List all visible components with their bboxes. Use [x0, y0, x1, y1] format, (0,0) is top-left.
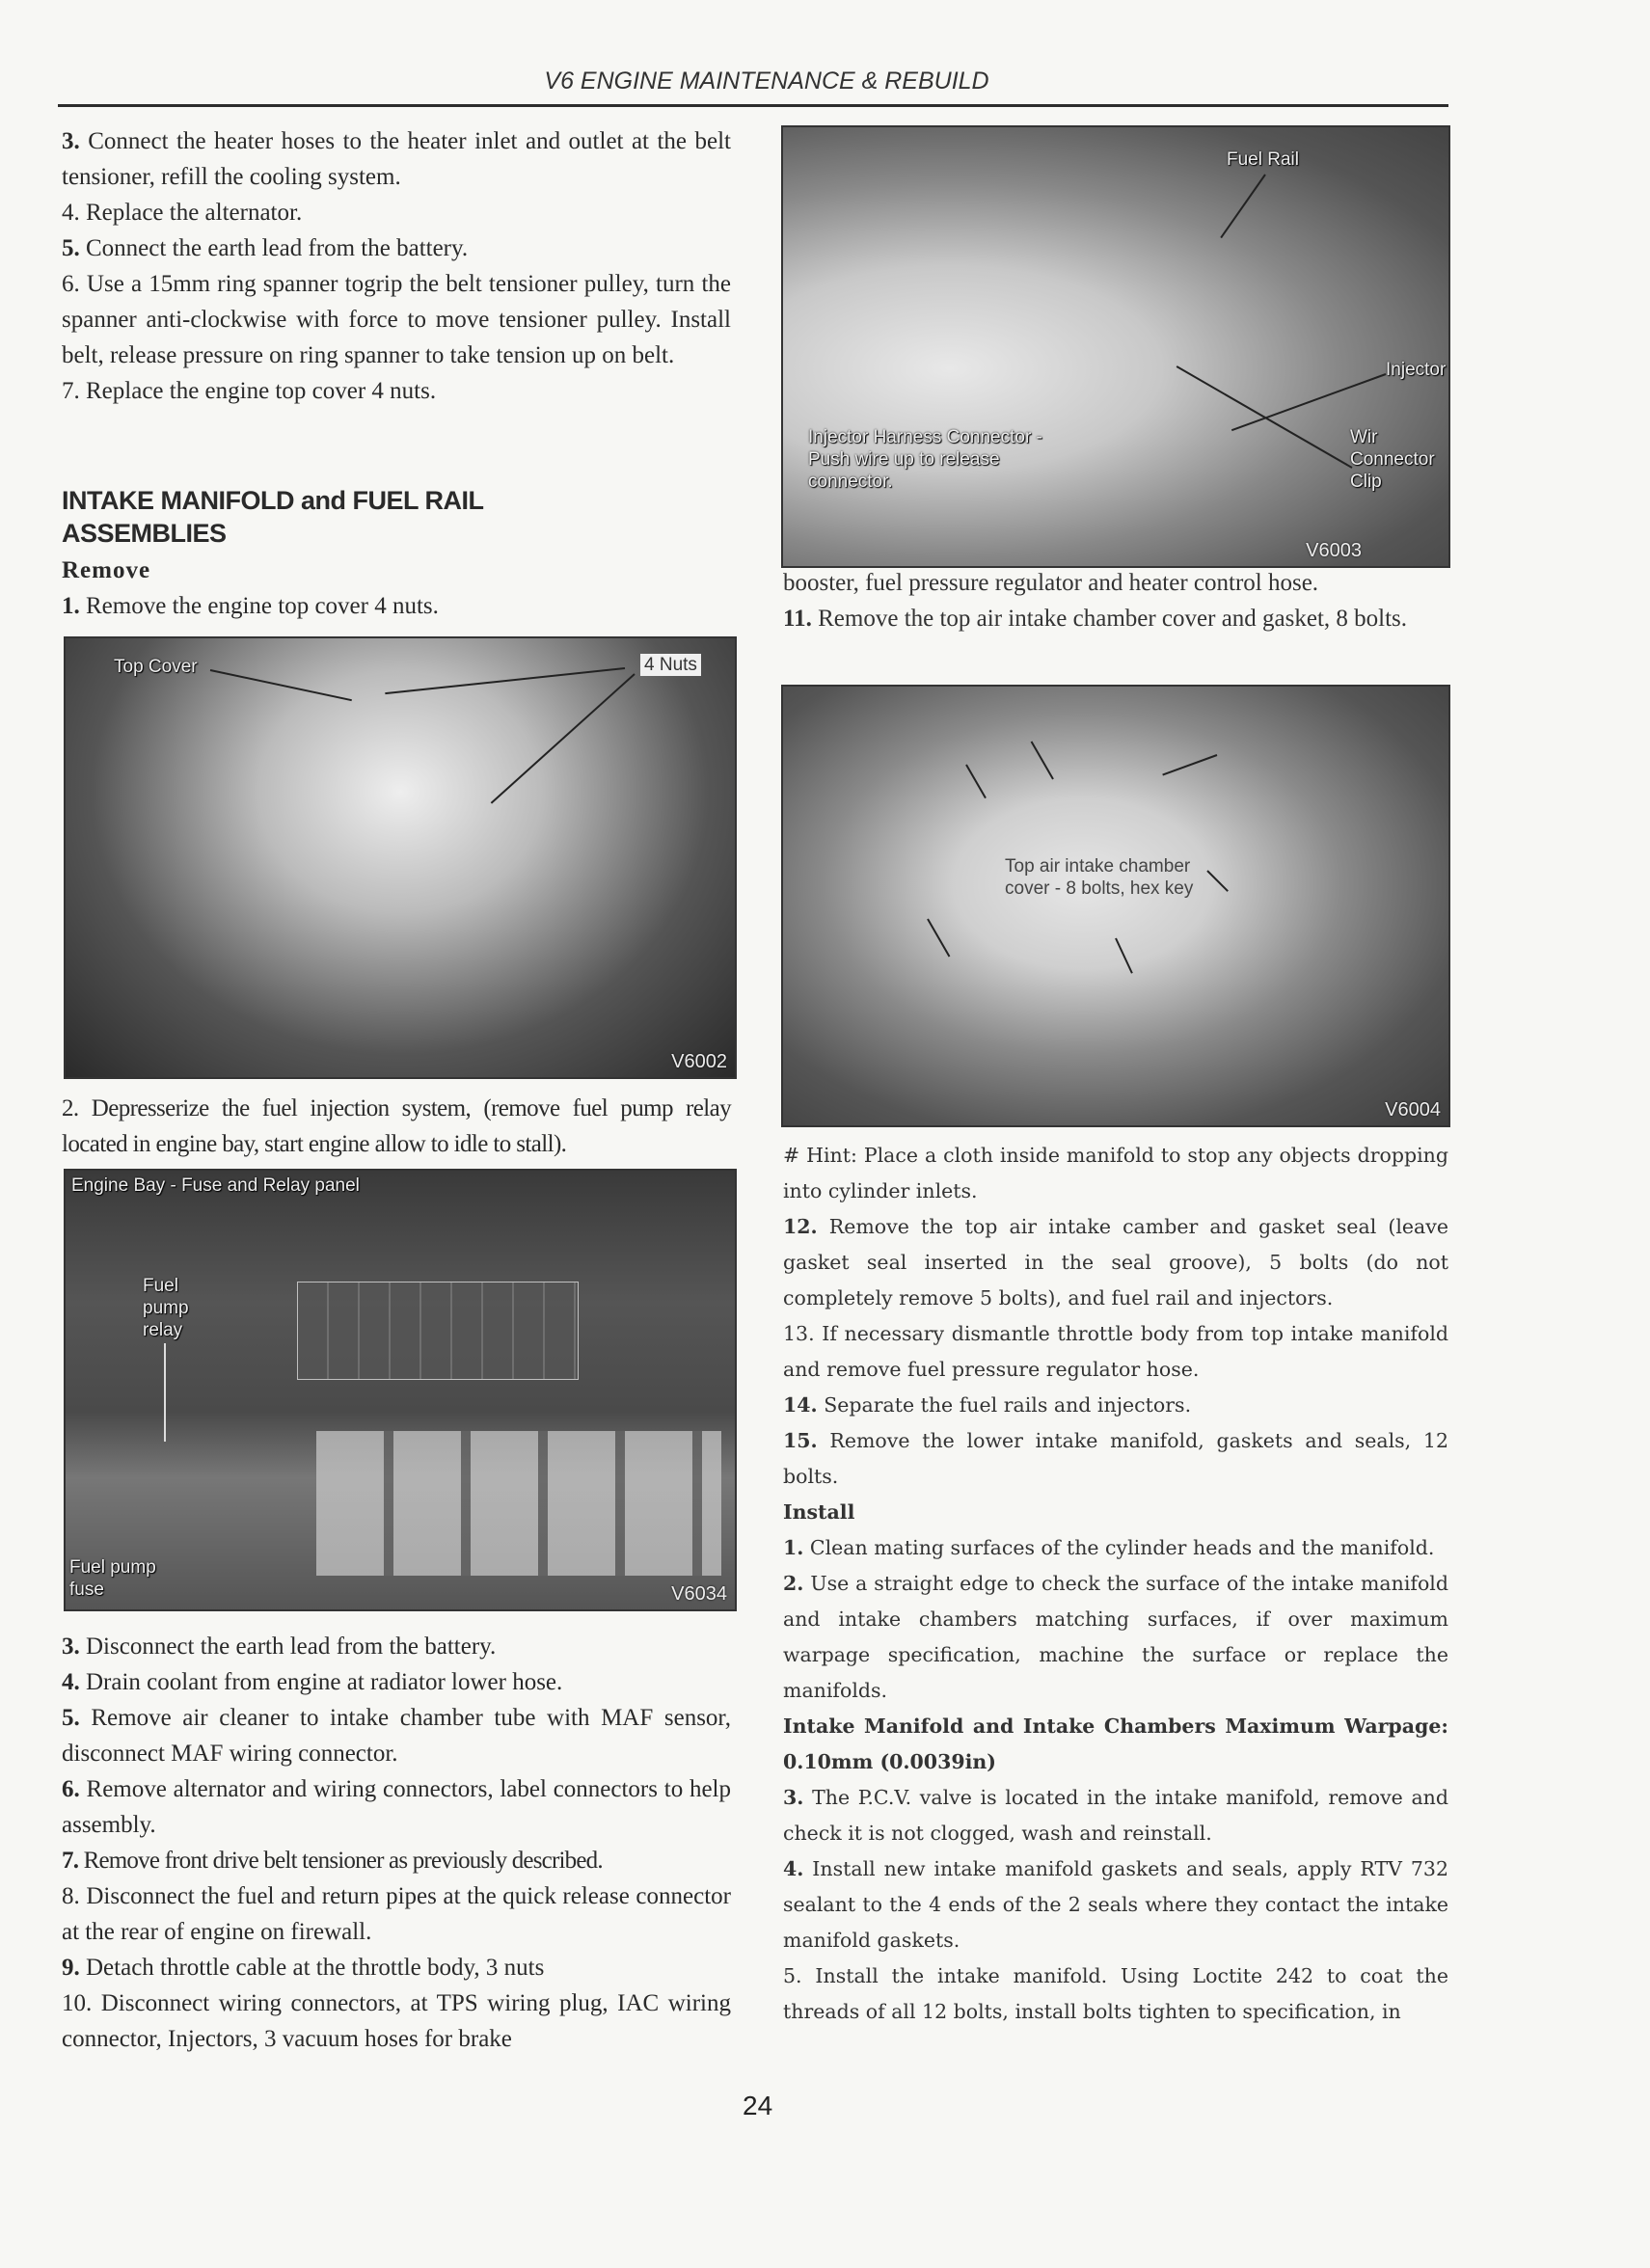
- step: [783, 1851, 1448, 1958]
- label-top-cover: Top Cover: [114, 657, 198, 677]
- step-text: Disconnect the earth lead from the battery.: [79, 1634, 497, 1660]
- step-number: 3.: [62, 128, 80, 154]
- label-injector: Injector: [1386, 360, 1447, 380]
- step-text: # Hint: Place a cloth inside manifold to stop any objects dropping into cylinder inlets.: [783, 1144, 1448, 1202]
- photo-top-cover: [64, 636, 737, 1079]
- step-text: Disconnect wiring connectors, at TPS wiring plug, IAC wiring connector, Injectors, 3 vacuum hoses for brake: [62, 1990, 731, 2052]
- arrow-icon: [927, 919, 950, 958]
- step-number: 3.: [783, 1786, 804, 1809]
- step-text: Connect the heater hoses to the heater inlet and outlet at the belt tensioner, refill the cooling system.: [62, 128, 731, 190]
- step-number: 4.: [783, 1857, 804, 1880]
- step-number: 7.: [62, 378, 80, 404]
- step: [62, 1629, 731, 1664]
- step-number: 6.: [62, 1776, 80, 1802]
- arrow-icon: [491, 673, 636, 803]
- section-block: [62, 484, 731, 624]
- remove-subheading: Remove: [62, 557, 151, 583]
- warpage-spec: Intake Manifold and Intake Chambers Maximum Warpage: 0.10mm (0.0039in): [783, 1714, 1448, 1773]
- step-text: Install new intake manifold gaskets and seals, apply RTV 732 sealant to the 4 ends of the 2 seals where they contact the intake manifold gaskets.: [783, 1857, 1448, 1952]
- label-4-nuts: 4 Nuts: [640, 654, 701, 676]
- relay-block: [316, 1431, 721, 1576]
- step-text: Remove the top air intake chamber cover and gasket, 8 bolts.: [811, 606, 1408, 632]
- step-text: Depresserize the fuel injection system, (remove fuel pump relay located in engine bay, start engine allow to idle to stall).: [62, 1095, 731, 1157]
- label-harness-connector: Injector Harness Connector - Push wire up to release connector.: [808, 427, 1042, 492]
- page-number: 24: [743, 2091, 773, 2120]
- header-rule: [58, 104, 1448, 107]
- step: [783, 1316, 1448, 1388]
- arrow-icon: [210, 669, 352, 701]
- arrow-icon: [1231, 373, 1386, 431]
- step-number: 8.: [62, 1883, 80, 1909]
- step-number: 1.: [62, 593, 80, 619]
- step-number: 5.: [62, 1705, 80, 1731]
- step-number: 2.: [783, 1572, 804, 1595]
- arrow-icon: [965, 765, 987, 799]
- step: [62, 230, 731, 266]
- step-number: 15.: [783, 1429, 818, 1452]
- left-steps-top: [62, 123, 731, 409]
- running-header: V6 ENGINE MAINTENANCE & REBUILD: [544, 68, 989, 94]
- step: [62, 1700, 731, 1771]
- step-text: Remove front drive belt tensioner as previously described.: [78, 1848, 603, 1874]
- step-text: Remove the engine top cover 4 nuts.: [79, 593, 439, 619]
- step-number: 2.: [62, 1095, 79, 1121]
- step: [62, 266, 731, 373]
- step: [783, 1138, 1448, 1209]
- arrow-icon: [1031, 742, 1054, 780]
- label-fuel-rail: Fuel Rail: [1227, 149, 1299, 170]
- step-number: 3.: [62, 1634, 80, 1660]
- step: [783, 1530, 1448, 1566]
- step: [783, 565, 1448, 601]
- step-text: Replace the alternator.: [79, 200, 303, 226]
- step: [62, 195, 731, 230]
- arrow-icon: [1206, 870, 1229, 892]
- label-fuel-pump-fuse: Fuel pump fuse: [69, 1557, 156, 1600]
- step: [62, 373, 731, 409]
- arrow-icon: [1115, 938, 1133, 974]
- step-number: 14.: [783, 1393, 818, 1417]
- step-number: 7.: [62, 1848, 79, 1874]
- step-text: Separate the fuel rails and injectors.: [817, 1393, 1192, 1417]
- step-number: 10.: [62, 1990, 93, 2016]
- step-number: 1.: [783, 1536, 804, 1559]
- photo-fuse-relay-panel: [64, 1169, 737, 1611]
- step-text: Detach throttle cable at the throttle body, 3 nuts: [79, 1955, 545, 1981]
- arrow-icon: [1162, 754, 1217, 775]
- step-number: 11.: [783, 606, 812, 632]
- step-text: Connect the earth lead from the battery.: [79, 235, 469, 261]
- right-steps-top: [783, 565, 1448, 636]
- step-text: Remove alternator and wiring connectors, label connectors to help assembly.: [62, 1776, 731, 1838]
- photo-code: V6002: [671, 1051, 727, 1072]
- step-text: Drain coolant from engine at radiator lower hose.: [79, 1669, 563, 1695]
- step: [783, 1388, 1448, 1423]
- step-number: 5.: [62, 235, 80, 261]
- step: [62, 123, 731, 195]
- step: [62, 1878, 731, 1950]
- step: [783, 1209, 1448, 1316]
- step-text: Use a 15mm ring spanner togrip the belt tensioner pulley, turn the spanner anti-clockwise with force to move tensioner pulley. Install belt, release pressure on ring spanner to take tension up on belt.: [62, 271, 731, 368]
- step-text: Remove the lower intake manifold, gaskets and seals, 12 bolts.: [783, 1429, 1448, 1488]
- step-text: Use a straight edge to check the surface of the intake manifold and intake chambers matching surfaces, if over maximum warpage specification, machine the surface or replace the manifolds.: [783, 1572, 1448, 1702]
- arrow-icon: [1177, 365, 1353, 469]
- step: [62, 1985, 731, 2057]
- arrow-icon: [164, 1343, 166, 1442]
- step-text: 5. Install the intake manifold. Using Loctite 242 to coat the threads of all 12 bolts, install bolts tighten to specification, in: [783, 1964, 1448, 2023]
- step-text: 13. If necessary dismantle throttle body from top intake manifold and remove fuel pressure regulator hose.: [783, 1322, 1448, 1381]
- photo-code: V6034: [671, 1583, 727, 1605]
- step-text: Remove the top air intake camber and gasket seal (leave gasket seal inserted in the seal groove), 5 bolts (do not completely remove 5 bolts), and fuel rail and injectors.: [783, 1215, 1448, 1310]
- step-number: 4.: [62, 1669, 80, 1695]
- step: [783, 1423, 1448, 1495]
- step: [62, 1664, 731, 1700]
- step: [62, 588, 731, 624]
- step: [783, 1780, 1448, 1851]
- step-2: [62, 1091, 731, 1162]
- step-text: Remove air cleaner to intake chamber tube with MAF sensor, disconnect MAF wiring connector.: [62, 1705, 731, 1767]
- step: [62, 1843, 731, 1878]
- fuse-panel-diagram: [297, 1282, 579, 1380]
- step-number: 6.: [62, 271, 80, 297]
- photo-title: Engine Bay - Fuse and Relay panel: [71, 1175, 360, 1196]
- step-text: Replace the engine top cover 4 nuts.: [79, 378, 437, 404]
- section-heading: INTAKE MANIFOLD and FUEL RAIL ASSEMBLIES: [62, 486, 483, 548]
- photo-fuel-rail-injector: [781, 125, 1450, 568]
- step: [783, 1566, 1448, 1709]
- step: [783, 1958, 1448, 2030]
- step-number: 12.: [783, 1215, 818, 1238]
- step-text: Clean mating surfaces of the cylinder heads and the manifold.: [803, 1536, 1435, 1559]
- install-subheading: Install: [783, 1500, 855, 1524]
- label-connector-clip: Wir Connector Clip: [1350, 427, 1435, 492]
- step-number: 4.: [62, 200, 80, 226]
- arrow-icon: [385, 667, 625, 694]
- step-text: Disconnect the fuel and return pipes at the quick release connector at the rear of engine on firewall.: [62, 1883, 731, 1945]
- label-intake-cover: Top air intake chamber cover - 8 bolts, hex key: [1005, 856, 1194, 899]
- photo-code: V6003: [1306, 540, 1362, 561]
- step: [62, 1950, 731, 1985]
- step-number: 9.: [62, 1955, 80, 1981]
- step: [62, 1771, 731, 1843]
- photo-top-air-intake-chamber: [781, 685, 1450, 1127]
- photo-code: V6004: [1385, 1099, 1441, 1120]
- label-fuel-pump-relay: Fuel pump relay: [143, 1276, 189, 1340]
- step-text: booster, fuel pressure regulator and heater control hose.: [783, 570, 1319, 596]
- left-steps-bottom: [62, 1629, 731, 2057]
- right-steps-bottom: [783, 1138, 1448, 2030]
- arrow-icon: [1220, 174, 1266, 238]
- step-text: The P.C.V. valve is located in the intake manifold, remove and check it is not clogged, wash and reinstall.: [783, 1786, 1448, 1845]
- step: [783, 601, 1448, 636]
